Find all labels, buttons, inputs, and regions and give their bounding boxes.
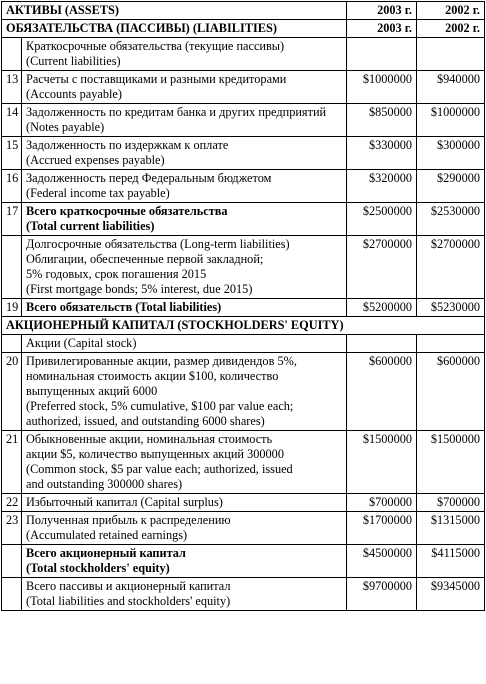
value-2002: $9345000: [417, 578, 485, 611]
row-number: 23: [2, 512, 22, 545]
value-2003: $2500000: [347, 203, 417, 236]
equity-header-cell: АКЦИОНЕРНЫЙ КАПИТАЛ (STOCKHOLDERS' EQUITY): [2, 317, 485, 335]
year-2003-header: 2003 г.: [347, 2, 417, 20]
description-line: Акции (Capital stock): [26, 336, 137, 350]
value-2002: $5230000: [417, 299, 485, 317]
row-number: [2, 335, 22, 353]
row-description: [22, 353, 347, 431]
row-description: [22, 203, 347, 236]
value-2003: $5200000: [347, 299, 417, 317]
description-line: (Notes payable): [26, 120, 105, 134]
row-description: [22, 71, 347, 104]
liabilities-header-cell: ОБЯЗАТЕЛЬСТВА (ПАССИВЫ) (LIABILITIES): [2, 20, 347, 38]
table-row: [2, 38, 485, 71]
description-line: (First mortgage bonds; 5% interest, due 2015): [26, 282, 253, 296]
row-number: 22: [2, 494, 22, 512]
row-description: [22, 236, 347, 299]
description-line: Привилегированные акции, размер дивидендов 5%,: [26, 354, 297, 368]
description-line: (Common stock, $5 par value each; authorized, issued: [26, 462, 293, 476]
value-2002: $300000: [417, 137, 485, 170]
row-number: [2, 545, 22, 578]
row-description: [22, 494, 347, 512]
value-2003: $330000: [347, 137, 417, 170]
table-row: [2, 494, 485, 512]
table-row: [2, 299, 485, 317]
row-number: 20: [2, 353, 22, 431]
assets-label-en: (ASSETS): [61, 3, 119, 17]
table-row: [2, 578, 485, 611]
value-2002: $1315000: [417, 512, 485, 545]
description-line: (Accrued expenses payable): [26, 153, 165, 167]
table-row: [2, 137, 485, 170]
description-line: Всего пассивы и акционерный капитал: [26, 579, 231, 593]
year-2002-header: 2002 г.: [417, 2, 485, 20]
assets-header-cell: [2, 2, 347, 20]
table-row: [2, 236, 485, 299]
table-row: [2, 353, 485, 431]
row-number: 21: [2, 431, 22, 494]
description-line: authorized, issued, and outstanding 6000 shares): [26, 414, 265, 428]
description-line: 5% годовых, срок погашения 2015: [26, 267, 207, 281]
value-2003: $850000: [347, 104, 417, 137]
row-number: 16: [2, 170, 22, 203]
description-line: (Total stockholders' equity): [26, 561, 170, 575]
row-number: [2, 38, 22, 71]
row-number: 13: [2, 71, 22, 104]
value-2003: $600000: [347, 353, 417, 431]
row-number: [2, 236, 22, 299]
header-row-assets: [2, 2, 485, 20]
value-2002: $940000: [417, 71, 485, 104]
value-2002: $2700000: [417, 236, 485, 299]
table-row: [2, 104, 485, 137]
table-row: [2, 512, 485, 545]
description-line: Задолженность перед Федеральным бюджетом: [26, 171, 272, 185]
table-row: [2, 335, 485, 353]
value-2003: [347, 335, 417, 353]
row-description: [22, 170, 347, 203]
value-2003: $1000000: [347, 71, 417, 104]
value-2003: $2700000: [347, 236, 417, 299]
table-body: [2, 2, 485, 611]
description-line: (Total liabilities and stockholders' equity): [26, 594, 231, 608]
value-2003: [347, 38, 417, 71]
value-2002: $600000: [417, 353, 485, 431]
assets-label: АКТИВЫ: [6, 3, 62, 17]
value-2002: $700000: [417, 494, 485, 512]
row-description: [22, 38, 347, 71]
value-2002: $1500000: [417, 431, 485, 494]
description-line: номинальная стоимость акции $100, количество: [26, 369, 279, 383]
row-description: [22, 578, 347, 611]
value-2002: [417, 38, 485, 71]
value-2003: $9700000: [347, 578, 417, 611]
value-2003: $700000: [347, 494, 417, 512]
header-row-liabilities: [2, 20, 485, 38]
row-description: [22, 299, 347, 317]
value-2003: $1500000: [347, 431, 417, 494]
description-line: Всего обязательств (Total liabilities): [26, 300, 222, 314]
description-line: (Current liabilities): [26, 54, 121, 68]
description-line: (Accounts payable): [26, 87, 122, 101]
description-line: (Preferred stock, 5% cumulative, $100 par value each;: [26, 399, 294, 413]
year-2003-header: 2003 г.: [347, 20, 417, 38]
description-line: (Total current liabilities): [26, 219, 155, 233]
table-row: [2, 545, 485, 578]
description-line: Всего краткосрочные обязательства: [26, 204, 228, 218]
description-line: and outstanding 300000 shares): [26, 477, 183, 491]
year-2002-header: 2002 г.: [417, 20, 485, 38]
description-line: Облигации, обеспеченные первой закладной;: [26, 252, 264, 266]
row-description: [22, 104, 347, 137]
row-number: 14: [2, 104, 22, 137]
table-row: [2, 431, 485, 494]
description-line: Задолженность по кредитам банка и других предприятий: [26, 105, 327, 119]
row-number: 17: [2, 203, 22, 236]
balance-sheet: [1, 1, 485, 611]
value-2002: [417, 335, 485, 353]
description-line: Задолженность по издержкам к оплате: [26, 138, 229, 152]
description-line: Всего акционерный капитал: [26, 546, 186, 560]
description-line: Обыкновенные акции, номинальная стоимость: [26, 432, 273, 446]
row-description: [22, 335, 347, 353]
row-number: 15: [2, 137, 22, 170]
row-number: [2, 578, 22, 611]
description-line: (Federal income tax payable): [26, 186, 170, 200]
row-description: [22, 545, 347, 578]
row-number: 19: [2, 299, 22, 317]
value-2002: $4115000: [417, 545, 485, 578]
liabilities-table: [1, 1, 485, 611]
description-line: Полученная прибыль к распределению: [26, 513, 231, 527]
description-line: Краткосрочные обязательства (текущие пассивы): [26, 39, 285, 53]
description-line: выпущенных акций 6000: [26, 384, 158, 398]
description-line: Долгосрочные обязательства (Long-term liabilities): [26, 237, 290, 251]
value-2002: $1000000: [417, 104, 485, 137]
table-row: [2, 170, 485, 203]
equity-header-row: [2, 317, 485, 335]
description-line: (Accumulated retained earnings): [26, 528, 188, 542]
row-description: [22, 137, 347, 170]
value-2003: $1700000: [347, 512, 417, 545]
value-2002: $2530000: [417, 203, 485, 236]
description-line: Расчеты с поставщиками и разными кредиторами: [26, 72, 287, 86]
value-2002: $290000: [417, 170, 485, 203]
description-line: акции $5, количество выпущенных акций 300000: [26, 447, 284, 461]
value-2003: $320000: [347, 170, 417, 203]
table-row: [2, 71, 485, 104]
description-line: Избыточный капитал (Capital surplus): [26, 495, 223, 509]
row-description: [22, 431, 347, 494]
table-row: [2, 203, 485, 236]
row-description: [22, 512, 347, 545]
value-2003: $4500000: [347, 545, 417, 578]
